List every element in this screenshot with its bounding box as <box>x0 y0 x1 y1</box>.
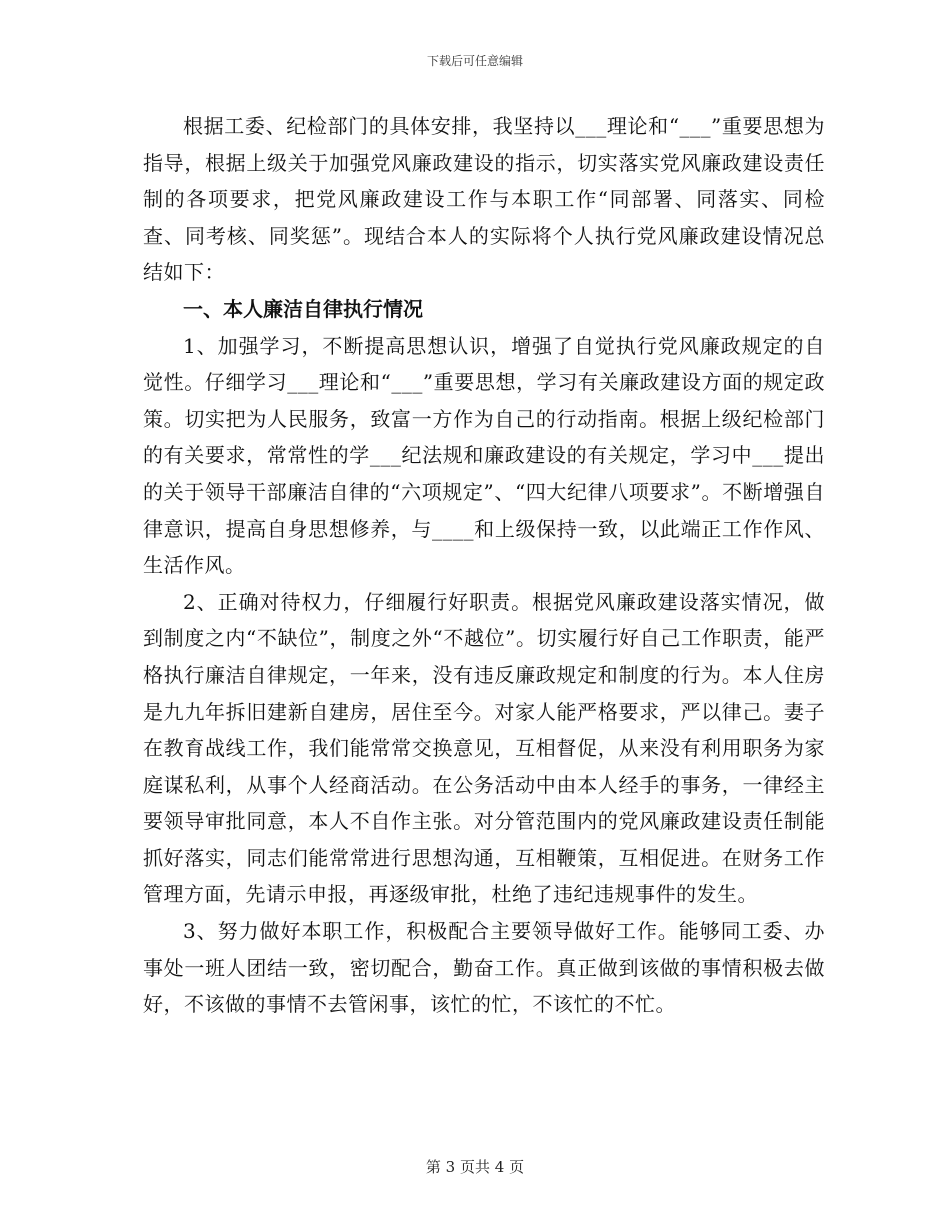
page-number: 第 3 页共 4 页 <box>425 1158 525 1176</box>
document-body <box>143 108 825 1023</box>
section-heading: 一、本人廉洁自律执行情况 <box>183 296 423 321</box>
paragraph-item-2: 2、正确对待权力，仔细履行好职责。根据党风廉政建设落实情况，做到制度之内“不缺位”，制度之外“不越位”。切实履行好自己工作职责，能严格执行廉洁自律规定，一年来，没有违反廉政规定和制度的行为。本人住房是九九年拆旧建新自建房，居住至今。对家人能严格要求，严以律己。妻子在教育战线工作，我们能常常交换意见，互相督促，从来没有利用职务为家庭谋私利，从事个人经商活动。在公务活动中由本人经手的事务，一律经主要领导审批同意，本人不自作主张。对分管范围内的党风廉政建设责任制能抓好落实，同志们能常常进行思想沟通，互相鞭策，互相促进。在财务工作管理方面，先请示申报，再逐级审批，杜绝了违纪违规事件的发生。 <box>143 589 825 907</box>
paragraph-item-3: 3、努力做好本职工作，积极配合主要领导做好工作。能够同工委、办事处一班人团结一致，密切配合，勤奋工作。真正做到该做的事情积极去做好，不该做的事情不去管闲事，该忙的忙，不该忙的不忙。 <box>143 919 825 1017</box>
intro-paragraph: 根据工委、纪检部门的具体安排，我坚持以___理论和“___”重要思想为指导，根据上级关于加强党风廉政建设的指示，切实落实党风廉政建设责任制的各项要求，把党风廉政建设工作与本职工作“同部署、同落实、同检查、同考核、同奖惩”。现结合本人的实际将个人执行党风廉政建设情况总结如下： <box>143 114 825 285</box>
paragraph-item-1: 1、加强学习，不断提高思想认识，增强了自觉执行党风廉政规定的自觉性。仔细学习___理论和“___”重要思想，学习有关廉政建设方面的规定政策。切实把为人民服务，致富一方作为自己的行动指南。根据上级纪检部门的有关要求，常常性的学___纪法规和廉政建设的有关规定，学习中___提出的关于领导干部廉洁自律的“六项规定”、“四大纪律八项要求”。不断增强自律意识，提高自身思想修养，与____和上级保持一致，以此端正工作作风、生活作风。 <box>143 333 825 578</box>
page-header: 下载后可任意编辑 <box>426 54 523 68</box>
